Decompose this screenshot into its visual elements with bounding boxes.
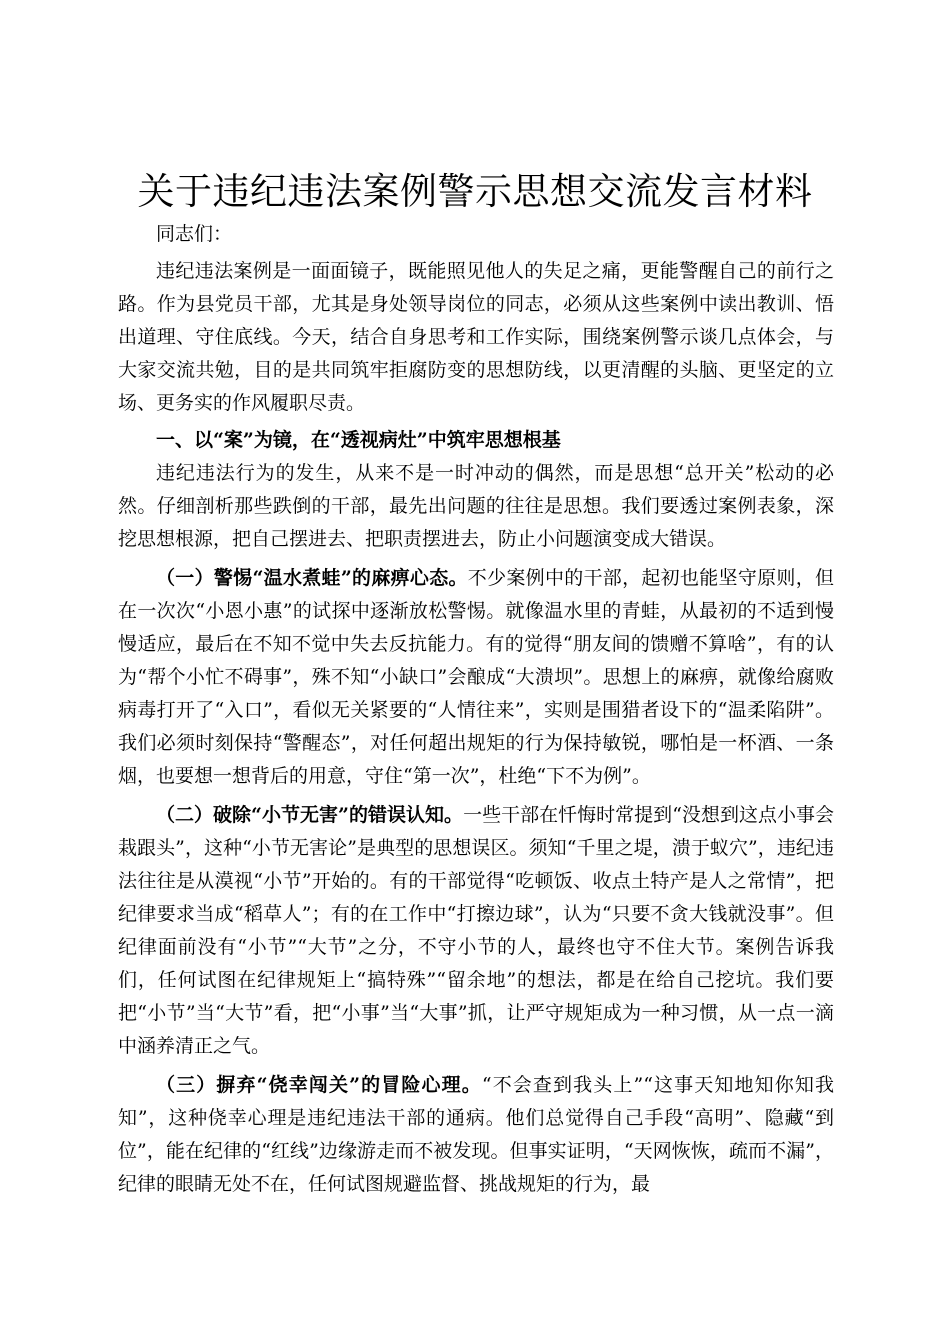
point-3-paragraph [118, 1069, 834, 1201]
salutation: 同志们： [156, 223, 233, 245]
point-1-paragraph [118, 562, 834, 793]
document-title: 关于违纪违法案例警示思想交流发言材料 [137, 170, 813, 213]
point-2-paragraph [118, 799, 834, 1063]
section-1-intro-paragraph: 违纪违法行为的发生，从来不是一时冲动的偶然，而是思想“总开关”松动的必然。仔细剖析那些跌倒的干部，最先出问题的往往是思想。我们要透过案例表象，深挖思想根源，把自己摆进去、把职责摆进去，防止小问题演变成大错误。 [118, 462, 834, 550]
document-body [118, 218, 834, 1201]
section-1-heading: 一、以“案”为镜，在“透视病灶”中筑牢思想根基 [156, 429, 561, 451]
point-3-lead: （三）摒弃“侥幸闯关”的冒险心理。 [156, 1074, 482, 1096]
point-2-lead: （二）破除“小节无害”的错误认知。 [156, 804, 464, 826]
point-2-body: 一些干部在忏悔时常提到“没想到这点小事会栽跟头”，这种“小节无害论”是典型的思想误区。须知“千里之堤，溃于蚁穴”，违纪违法往往是从漠视“小节”开始的。有的干部觉得“吃顿饭、收点土特产是人之常情”，把纪律要求当成“稻草人”；有的在工作中“打擦边球”，认为“只要不贪大钱就没事”。但纪律面前没有“小节”“大节”之分，不守小节的人，最终也守不住大节。案例告诉我们，任何试图在纪律规矩上“搞特殊”“留余地”的想法，都是在给自己挖坑。我们要把“小节”当“大节”看，把“小事”当“大事”抓，让严守规矩成为一种习惯，从一点一滴中涵养清正之气。 [118, 804, 834, 1057]
point-1-body: 不少案例中的干部，起初也能坚守原则，但在一次次“小恩小惠”的试探中逐渐放松警惕。就像温水里的青蛙，从最初的不适到慢慢适应，最后在不知不觉中失去反抗能力。有的觉得“朋友间的馈赠不算啥”，有的认为“帮个小忙不碍事”，殊不知“小缺口”会酿成“大溃坝”。思想上的麻痹，就像给腐败病毒打开了“入口”，看似无关紧要的“人情往来”，实则是围猎者设下的“温柔陷阱”。我们必须时刻保持“警醒态”，对任何超出规矩的行为保持敏锐，哪怕是一杯酒、一条烟，也要想一想背后的用意，守住“第一次”，杜绝“下不为例”。 [118, 567, 834, 787]
intro-paragraph: 违纪违法案例是一面面镜子，既能照见他人的失足之痛，更能警醒自己的前行之路。作为县党员干部，尤其是身处领导岗位的同志，必须从这些案例中读出教训、悟出道理、守住底线。今天，结合自身思考和工作实际，围绕案例警示谈几点体会，与大家交流共勉，目的是共同筑牢拒腐防变的思想防线，以更清醒的头脑、更坚定的立场、更务实的作风履职尽责。 [118, 260, 834, 414]
point-3-body: “不会查到我头上”“这事天知地知你知我知”，这种侥幸心理是违纪违法干部的通病。他们总觉得自己手段“高明”、隐藏“到位”，能在纪律的“红线”边缘游走而不被发现。但事实证明，“天网恢恢，疏而不漏”，纪律的眼睛无处不在，任何试图规避监督、挑战规矩的行为，最 [118, 1074, 834, 1195]
point-1-lead: （一）警惕“温水煮蛙”的麻痹心态。 [156, 567, 468, 589]
